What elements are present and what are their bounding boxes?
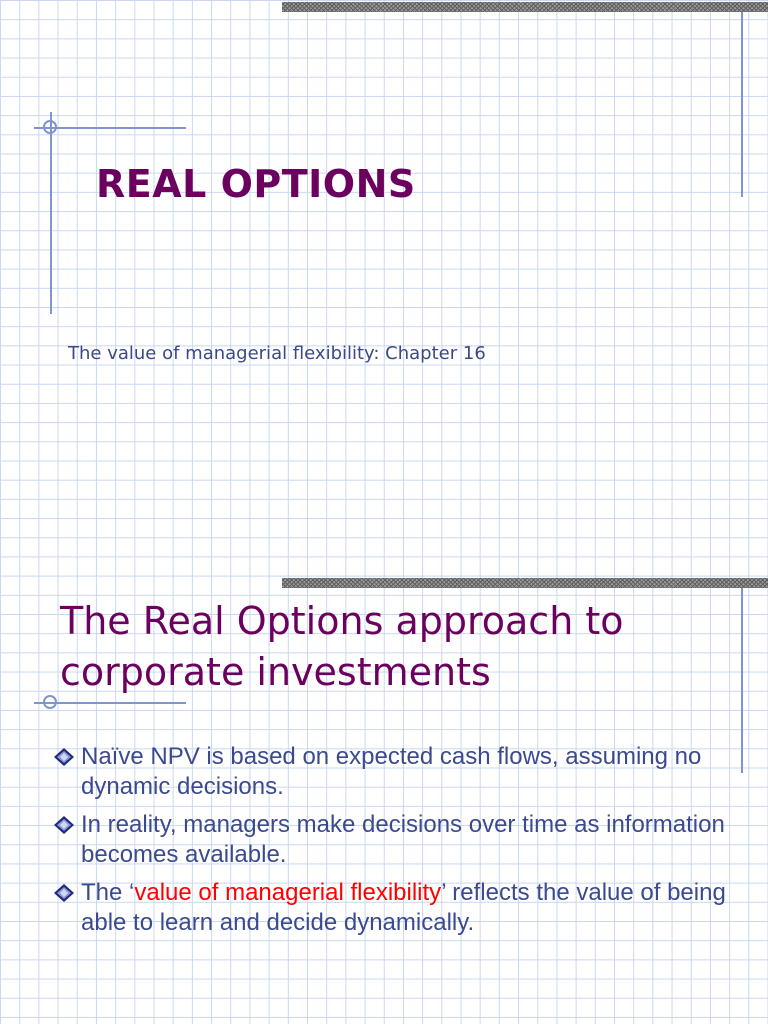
diamond-bullet-icon	[52, 815, 76, 835]
crosshair-circle-icon	[43, 120, 57, 134]
slide-subtitle: The value of managerial flexibility: Chapter 16	[68, 343, 486, 364]
slide-title	[60, 596, 750, 698]
decorative-hatched-bar	[282, 2, 768, 12]
bullet-item	[50, 810, 730, 870]
slide-title-line-2: corporate investments	[60, 650, 491, 694]
bullet-text-prefix: The ‘	[81, 879, 135, 906]
diamond-bullet-icon	[52, 883, 76, 903]
diamond-bullet-icon	[52, 747, 76, 767]
bullet-text: In reality, managers make decisions over time as information becomes available.	[81, 811, 725, 868]
bullet-list	[50, 742, 730, 946]
slide-title: REAL OPTIONS	[96, 162, 416, 206]
bullet-text-suffix: ’ reflects the value of being able to learn and decide dynamically.	[81, 879, 726, 936]
highlighted-phrase: value of managerial flexibility	[134, 879, 442, 906]
bullet-text: Naïve NPV is based on expected cash flows, assuming no dynamic decisions.	[81, 743, 702, 800]
content-slide	[0, 576, 768, 1024]
decorative-hatched-bar	[282, 578, 768, 588]
crosshair-circle-icon	[43, 695, 57, 709]
decorative-vertical-line-left	[50, 112, 52, 314]
slide-title-line-1: The Real Options approach to	[60, 599, 624, 643]
decorative-vertical-line-right	[741, 12, 743, 197]
bullet-item	[50, 878, 730, 938]
bullet-item	[50, 742, 730, 802]
